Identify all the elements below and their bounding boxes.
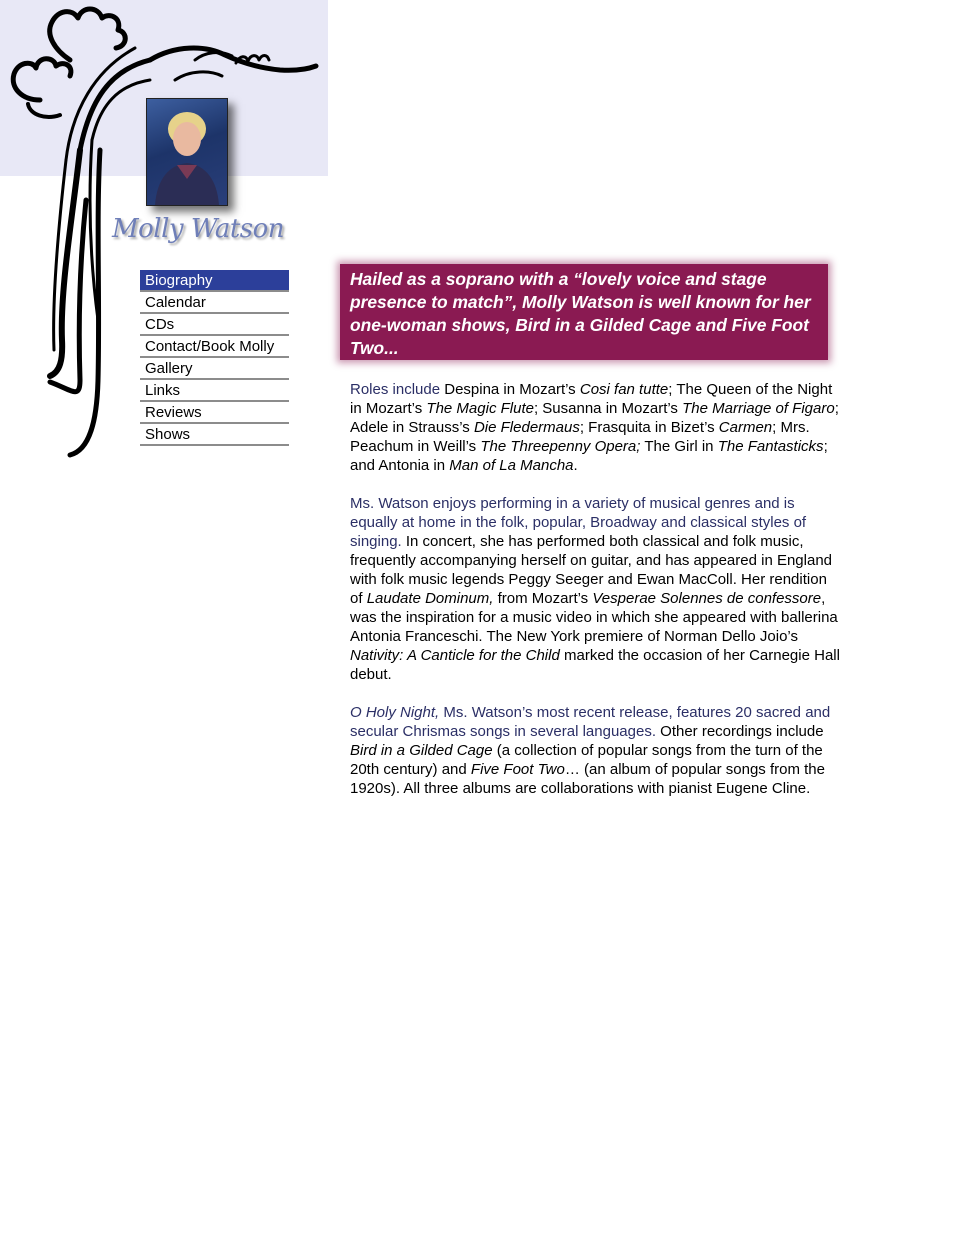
text-run: O Holy Night, (350, 704, 440, 721)
text-run: The Fantasticks (717, 438, 824, 455)
text-run: The Magic Flute (426, 400, 534, 417)
text-run: … (an album of popular songs from the 1920s). All three albums are collaborations with pianist Eugene Cline. (350, 761, 825, 797)
nav-item-reviews[interactable]: Reviews (140, 402, 289, 424)
nav-item-biography[interactable]: Biography (140, 270, 289, 292)
text-run: ; Mrs. Peachum in Weill’s (350, 419, 810, 455)
text-run: from Mozart’s (493, 590, 593, 607)
text-run: ; and Antonia in (350, 438, 828, 474)
text-run: In concert, she has performed both classical and folk music, frequently accompanying herself on guitar, and has appeared in England with folk music legends Peggy Seeger and Ewan MacColl. Her rendition of (350, 533, 832, 607)
nav-item-gallery[interactable]: Gallery (140, 358, 289, 380)
text-run: The Marriage of Figaro (682, 400, 835, 417)
text-run: Roles include (350, 381, 441, 398)
text-run: Man of La Mancha (449, 457, 574, 474)
text-run: (a collection of popular songs from the turn of the 20th century) and (350, 742, 823, 778)
text-run: , was the inspiration for a music video in which she appeared with ballerina Antonia Franceschi. The New York premiere of Norman Dello Joio’s (350, 590, 838, 645)
text-run: Despina in Mozart’s (440, 381, 580, 398)
portrait-photo (146, 98, 228, 206)
text-run: The Threepenny Opera; (480, 438, 641, 455)
text-run: Ms. Watson’s most recent release, features 20 sacred and secular Chrismas songs in several languages. (350, 704, 831, 740)
text-run: ; The Queen of the Night in Mozart’s (350, 381, 833, 417)
text-run: Die Fledermaus (473, 419, 580, 436)
nav-item-cds[interactable]: CDs (140, 314, 289, 336)
paragraph-genres (350, 494, 840, 684)
text-run: The Girl in (640, 438, 718, 455)
text-run: Other recordings include (655, 723, 824, 740)
main-nav (140, 270, 289, 446)
intro-banner: Hailed as a soprano with a “lovely voice and stage presence to match”, Molly Watson is well known for her one-woman shows, Bird in a Gilded Cage and Five Foot Two... (340, 264, 828, 360)
text-run: Nativity: A Canticle for the Child (350, 647, 560, 664)
text-run: Laudate Dominum, (366, 590, 494, 607)
text-run: ; Frasquita in Bizet’s (579, 419, 719, 436)
nav-item-shows[interactable]: Shows (140, 424, 289, 446)
text-run: . (573, 457, 578, 474)
text-run: Carmen (718, 419, 773, 436)
nav-item-contact[interactable]: Contact/Book Molly (140, 336, 289, 358)
paragraph-roles (350, 380, 840, 475)
nav-item-links[interactable]: Links (140, 380, 289, 402)
text-run: ; Susanna in Mozart’s (533, 400, 683, 417)
portrait-illustration (147, 99, 227, 205)
paragraph-recordings (350, 703, 840, 798)
text-run: Five Foot Two (470, 761, 565, 778)
text-run: Ms. Watson enjoys performing in a variety of musical genres and is equally at home in the folk, popular, Broadway and classical styles of singing. (350, 495, 807, 550)
signature-logo: Molly Watson (112, 214, 285, 244)
text-run: Cosi fan tutte (579, 381, 669, 398)
text-run: marked the occasion of her Carnegie Hall debut. (350, 647, 840, 683)
biography-content (350, 380, 840, 817)
text-run: Vesperae Solennes de confessore (592, 590, 822, 607)
nav-item-calendar[interactable]: Calendar (140, 292, 289, 314)
text-run: Bird in a Gilded Cage (350, 742, 493, 759)
text-run: ; Adele in Strauss’s (350, 400, 839, 436)
